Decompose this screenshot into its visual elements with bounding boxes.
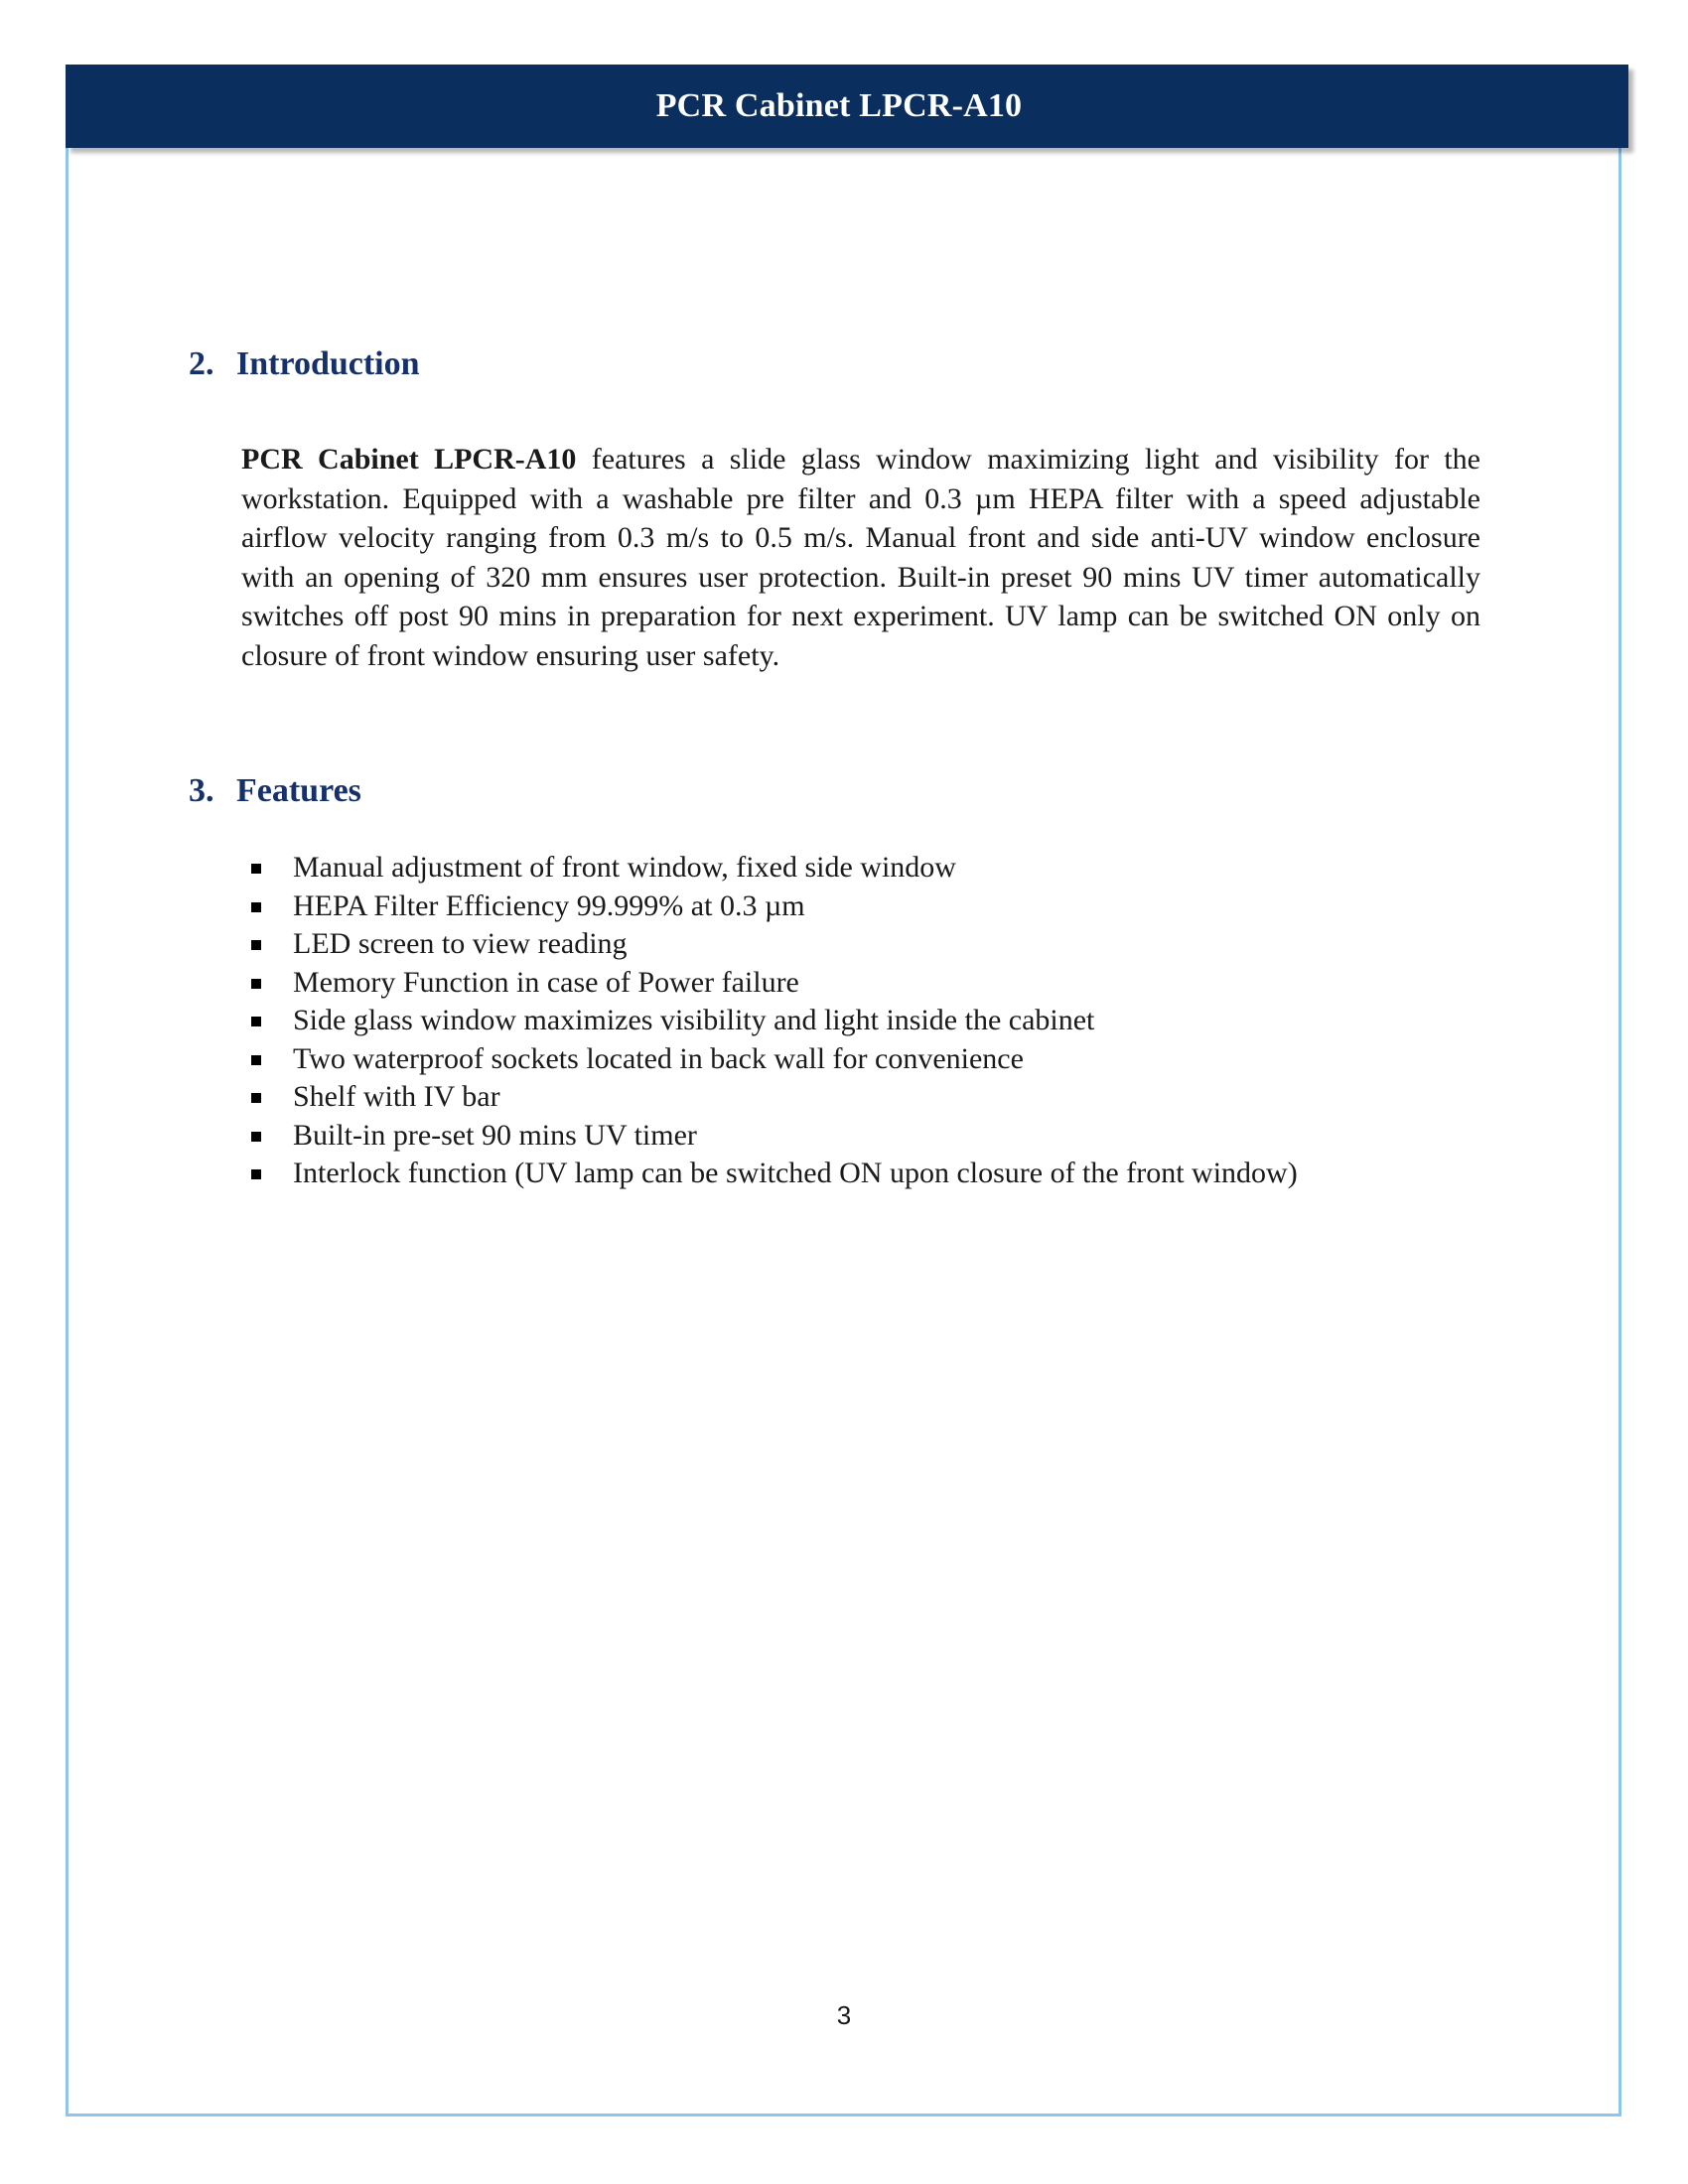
- list-item-label: Built-in pre-set 90 mins UV timer: [293, 1118, 697, 1152]
- section-features-heading: [0, 772, 1688, 809]
- list-item-label: Shelf with IV bar: [293, 1080, 500, 1114]
- list-item: [241, 925, 1492, 964]
- list-item: [241, 1040, 1492, 1079]
- section-introduction-number: 2.: [189, 345, 214, 382]
- list-item-label: LED screen to view reading: [293, 927, 628, 961]
- section-introduction-title: Introduction: [236, 345, 420, 382]
- introduction-paragraph: [241, 440, 1480, 675]
- section-introduction: [0, 345, 1688, 705]
- section-introduction-heading: [0, 345, 1688, 382]
- list-item: [241, 1155, 1492, 1193]
- list-item-label: Two waterproof sockets located in back wall for convenience: [293, 1041, 1024, 1075]
- list-item-label: Memory Function in case of Power failure: [293, 965, 799, 999]
- square-bullet-icon: [251, 1093, 261, 1103]
- list-item-label: Manual adjustment of front window, fixed side window: [293, 851, 956, 885]
- document-header-title: PCR Cabinet LPCR-A10: [655, 87, 1023, 124]
- list-item: [241, 964, 1492, 1003]
- square-bullet-icon: [251, 1169, 261, 1179]
- introduction-paragraph-lead: PCR Cabinet LPCR-A10: [241, 443, 577, 477]
- features-list: [241, 849, 1492, 1193]
- square-bullet-icon: [251, 940, 261, 950]
- list-item-label: HEPA Filter Efficiency 99.999% at 0.3 µm: [293, 888, 805, 922]
- list-item: [241, 887, 1492, 926]
- section-features-title: Features: [236, 772, 361, 809]
- square-bullet-icon: [251, 979, 261, 989]
- list-item: [241, 849, 1492, 887]
- list-item: [241, 1117, 1492, 1156]
- square-bullet-icon: [251, 902, 261, 912]
- list-item-label: Interlock function (UV lamp can be switched ON upon closure of the front window): [293, 1157, 1298, 1190]
- square-bullet-icon: [251, 1055, 261, 1065]
- introduction-paragraph-body: features a slide glass window maximizing light and visibility for the workstation. Equipped with a washable pre filter and 0.3 µm HEPA filter with a speed adjustable airflow velocity ranging from 0.3 m/s to 0.5 m/s. Manual front and side anti-UV window enclosure with an opening of 320 mm ensures user protection. Built-in preset 90 mins UV timer automatically switches off post 90 mins in preparation for next experiment. UV lamp can be switched ON only on closure of front window ensuring user safety.: [241, 443, 1480, 672]
- square-bullet-icon: [251, 1017, 261, 1026]
- section-features: [0, 772, 1688, 1193]
- page-number: 3: [836, 2000, 852, 2030]
- section-features-number: 3.: [189, 772, 214, 809]
- square-bullet-icon: [251, 864, 261, 874]
- list-item: [241, 1002, 1492, 1040]
- square-bullet-icon: [251, 1132, 261, 1142]
- list-item: [241, 1078, 1492, 1117]
- list-item-label: Side glass window maximizes visibility and light inside the cabinet: [293, 1004, 1095, 1037]
